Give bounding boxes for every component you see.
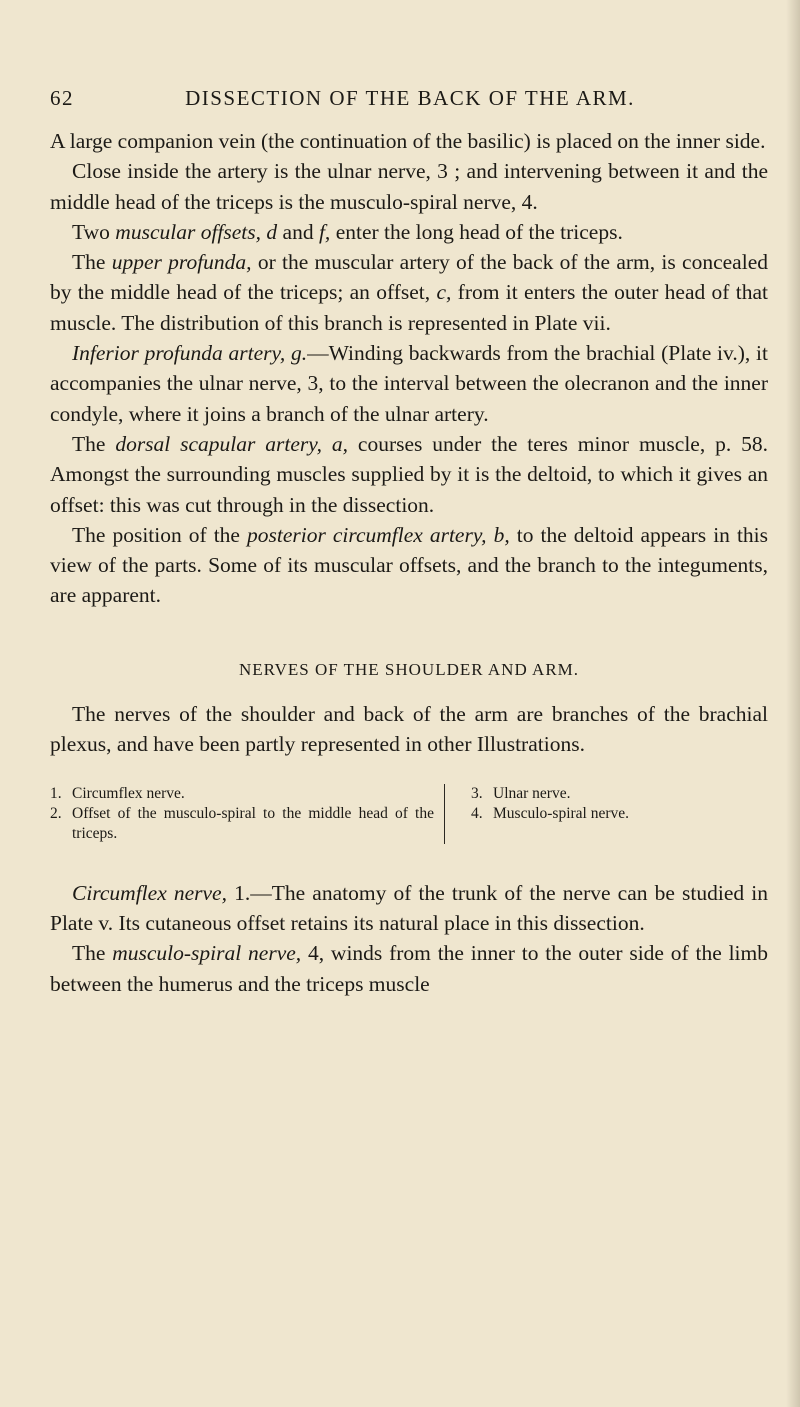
paragraph-posterior-circumflex: The position of the posterior circumflex artery, b, to the deltoid appears in this view of the parts. Some of its muscular offsets, and the branch to the integuments, are apparent. bbox=[50, 522, 769, 608]
legend-left-column bbox=[50, 784, 445, 844]
paragraph-muscular-offsets: Two muscular offsets, d and f, enter the long head of the triceps. bbox=[72, 219, 623, 244]
paragraph-companion-vein: A large companion vein (the continuation of the basilic) is placed on the inner side. bbox=[50, 129, 766, 153]
running-header bbox=[50, 86, 770, 120]
paragraph-upper-profunda: The upper profunda, or the muscular artery of the back of the arm, is concealed by the middle head of the triceps; an offset, c, from it enters the outer head of that muscle. The distribution of this branch is represented in Plate vii. bbox=[50, 250, 768, 335]
page-edge-shadow bbox=[786, 0, 800, 1407]
legend-right-column bbox=[445, 784, 639, 844]
section-heading: NERVES OF THE SHOULDER AND ARM. bbox=[238, 659, 580, 679]
legend-item: 3. Ulnar nerve. bbox=[471, 784, 571, 802]
legend-item: 1. Circumflex nerve. bbox=[50, 784, 185, 802]
page-body bbox=[50, 126, 768, 999]
legend-item: 4. Musculo-spiral nerve. bbox=[471, 804, 630, 822]
paragraph-inferior-profunda: Inferior profunda artery, g.—Winding backwards from the brachial (Plate iv.), it accompanies the ulnar nerve, 3, to the interval between the olecranon and the inner condyle, where it joins a branch of the ulnar artery. bbox=[50, 341, 768, 426]
paragraph-dorsal-scapular: The dorsal scapular artery, a, courses under the teres minor muscle, p. 58. Amongst the surrounding muscles supplied by it is the deltoid, to which it gives an offset: this was cut through in the dissection. bbox=[50, 431, 768, 517]
paragraph-circumflex-nerve: Circumflex nerve, 1.—The anatomy of the trunk of the nerve can be studied in Plate v. Its cutaneous offset retains its natural place in this dissection. bbox=[50, 880, 768, 935]
paragraph-ulnar-nerve: Close inside the artery is the ulnar nerve, 3 ; and intervening between it and the middle head of the triceps is the musculo-spiral nerve, 4. bbox=[50, 159, 768, 214]
figure-legend bbox=[50, 784, 768, 844]
paragraph-nerves-intro: The nerves of the shoulder and back of the arm are branches of the brachial plexus, and have been partly represented in other Illustrations. bbox=[50, 702, 768, 757]
paragraph-musculo-spiral: The musculo-spiral nerve, 4, winds from the inner to the outer side of the limb between the humerus and the triceps muscle bbox=[50, 941, 768, 996]
page-number: 62 bbox=[50, 86, 74, 110]
legend-item: 2. Offset of the musculo-spiral to the middle head of the triceps. bbox=[50, 804, 434, 842]
running-title: DISSECTION OF THE BACK OF THE ARM. bbox=[185, 86, 635, 110]
